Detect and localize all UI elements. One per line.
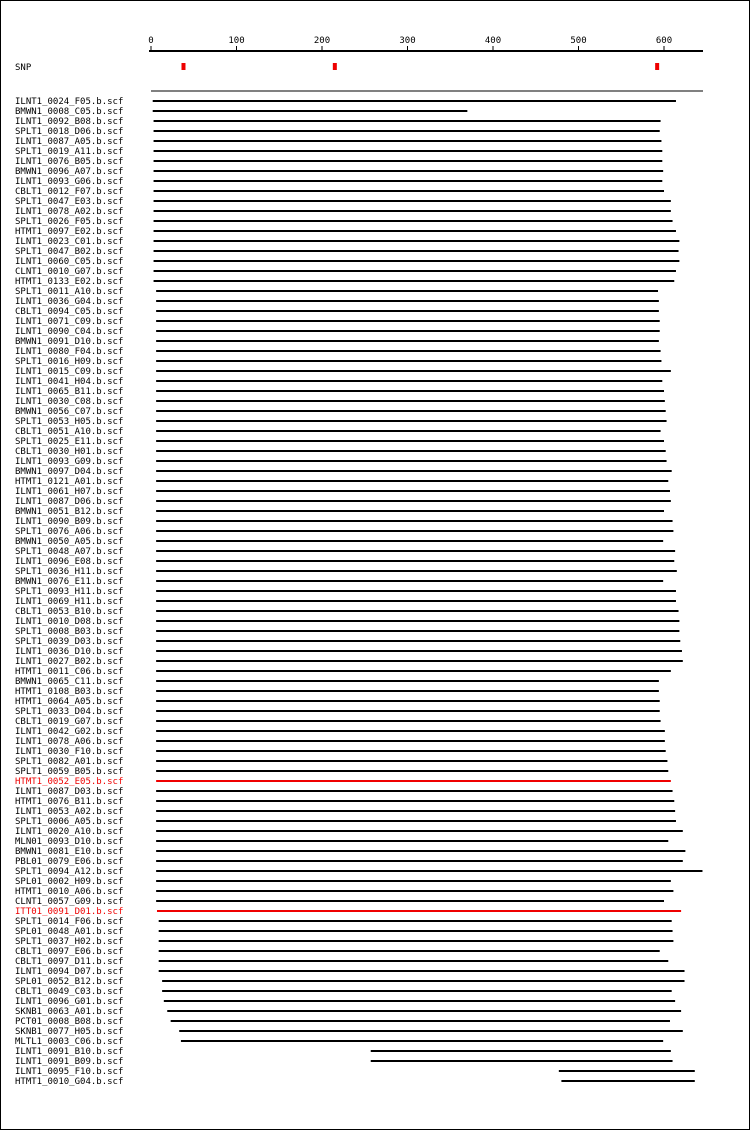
axis-tick-label: 500 xyxy=(570,36,587,46)
read-label: BMWN1_0050_A05.b.scf xyxy=(15,537,124,547)
read-row xyxy=(15,687,659,697)
read-row xyxy=(15,887,673,897)
read-row xyxy=(15,867,702,877)
read-label: SPLT1_0011_A10.b.scf xyxy=(15,287,124,297)
read-label: ILNT1_0080_F04.b.scf xyxy=(15,347,124,357)
read-label: SPL01_0052_B12.b.scf xyxy=(15,977,124,987)
read-label: HTMT1_0097_E02.b.scf xyxy=(15,227,124,237)
read-label: BMWN1_0065_C11.b.scf xyxy=(15,677,124,687)
read-row xyxy=(15,217,673,227)
read-row xyxy=(15,637,680,647)
read-row xyxy=(15,757,667,767)
read-row xyxy=(15,1077,695,1087)
read-label: ITT01_0091_D01.b.scf xyxy=(15,907,124,917)
read-row xyxy=(15,137,661,147)
read-label: CBLT1_0053_B10.b.scf xyxy=(15,607,124,617)
read-row xyxy=(15,497,671,507)
snp-row-label: SNP xyxy=(15,63,32,73)
read-row xyxy=(15,517,673,527)
read-row xyxy=(15,967,685,977)
read-row xyxy=(15,437,664,447)
read-row xyxy=(15,417,667,427)
read-row xyxy=(15,577,663,587)
read-label: ILNT1_0042_G02.b.scf xyxy=(15,727,124,737)
axis-tick-label: 600 xyxy=(655,36,673,46)
read-row xyxy=(15,587,676,597)
read-label: SPLT1_0093_H11.b.scf xyxy=(15,587,124,597)
read-label: PBL01_0079_E06.b.scf xyxy=(15,857,124,867)
read-row xyxy=(15,787,673,797)
read-row xyxy=(15,247,679,257)
read-label: ILNT1_0093_G09.b.scf xyxy=(15,457,124,467)
read-label: SPLT1_0018_D06.b.scf xyxy=(15,127,124,137)
read-label: HTMT1_0052_E05.b.scf xyxy=(15,777,124,787)
read-row xyxy=(15,297,659,307)
read-label: BMWN1_0096_A07.b.scf xyxy=(15,167,124,177)
read-label: SKNB1_0063_A01.b.scf xyxy=(15,1007,124,1017)
axis-tick-label: 0 xyxy=(148,36,154,46)
read-row xyxy=(15,327,660,337)
read-row xyxy=(15,857,683,867)
read-row xyxy=(15,287,658,297)
read-label: HTMT1_0010_G04.b.scf xyxy=(15,1077,124,1087)
read-label: ILNT1_0094_D07.b.scf xyxy=(15,967,124,977)
read-row xyxy=(15,207,671,217)
read-row xyxy=(15,447,666,457)
read-row xyxy=(15,227,676,237)
read-row xyxy=(15,467,672,477)
snp-marker xyxy=(655,63,659,70)
read-label: CBLT1_0049_C03.b.scf xyxy=(15,987,124,997)
read-row xyxy=(15,797,674,807)
read-row xyxy=(15,307,659,317)
read-label: SKNB1_0077_H05.b.scf xyxy=(15,1027,124,1037)
read-label: SPLT1_0014_F06.b.scf xyxy=(15,917,124,927)
read-label: ILNT1_0078_A02.b.scf xyxy=(15,207,124,217)
read-row xyxy=(15,677,659,687)
read-label: CBLT1_0030_H01.b.scf xyxy=(15,447,124,457)
read-row xyxy=(15,607,679,617)
read-label: SPL01_0002_H09.b.scf xyxy=(15,877,124,887)
read-row xyxy=(15,377,662,387)
read-row xyxy=(15,547,675,557)
read-label: ILNT1_0015_C09.b.scf xyxy=(15,367,124,377)
read-label: SPLT1_0082_A01.b.scf xyxy=(15,757,124,767)
read-label: ILNT1_0030_C08.b.scf xyxy=(15,397,124,407)
read-label: BMWN1_0091_D10.b.scf xyxy=(15,337,124,347)
read-row xyxy=(15,97,676,107)
read-label: SPL01_0048_A01.b.scf xyxy=(15,927,124,937)
read-label: CBLT1_0012_F07.b.scf xyxy=(15,187,124,197)
read-label: CBLT1_0097_E06.b.scf xyxy=(15,947,124,957)
read-label: ILNT1_0093_G06.b.scf xyxy=(15,177,124,187)
read-label: CLNT1_0057_G09.b.scf xyxy=(15,897,124,907)
read-alignment-view xyxy=(1,1,750,1131)
read-label: BMWN1_0008_C05.b.scf xyxy=(15,107,124,117)
read-label: HTMT1_0108_B03.b.scf xyxy=(15,687,124,697)
read-row xyxy=(15,877,671,887)
read-row xyxy=(15,107,467,117)
read-row xyxy=(15,917,672,927)
read-row xyxy=(15,597,676,607)
read-row xyxy=(15,117,661,127)
read-label: ILNT1_0027_B02.b.scf xyxy=(15,657,124,667)
read-label: SPLT1_0076_A06.b.scf xyxy=(15,527,124,537)
read-row xyxy=(15,747,666,757)
read-row xyxy=(15,707,660,717)
read-row xyxy=(15,557,674,567)
axis-tick-label: 300 xyxy=(399,36,416,46)
read-row xyxy=(15,847,685,857)
read-row xyxy=(15,507,664,517)
read-label: ILNT1_0061_H07.b.scf xyxy=(15,487,124,497)
read-row xyxy=(15,837,668,847)
read-label: ILNT1_0095_F10.b.scf xyxy=(15,1067,124,1077)
read-row xyxy=(15,427,661,437)
read-label: CBLT1_0094_C05.b.scf xyxy=(15,307,124,317)
read-label: SPLT1_0006_A05.b.scf xyxy=(15,817,124,827)
read-row xyxy=(15,177,662,187)
read-label: ILNT1_0092_B08.b.scf xyxy=(15,117,124,127)
read-row xyxy=(15,127,660,137)
read-row xyxy=(15,827,683,837)
read-label: ILNT1_0091_B10.b.scf xyxy=(15,1047,124,1057)
read-label: HTMT1_0076_B11.b.scf xyxy=(15,797,124,807)
read-label: ILNT1_0096_G01.b.scf xyxy=(15,997,124,1007)
read-label: PCT01_0008_B08.b.scf xyxy=(15,1017,124,1027)
read-row xyxy=(15,167,663,177)
read-label: ILNT1_0020_A10.b.scf xyxy=(15,827,124,837)
read-label: ILNT1_0091_B09.b.scf xyxy=(15,1057,124,1067)
read-label: ILNT1_0087_D03.b.scf xyxy=(15,787,124,797)
read-row xyxy=(15,237,679,247)
read-label: ILNT1_0087_A05.b.scf xyxy=(15,137,124,147)
read-row xyxy=(15,617,679,627)
read-list xyxy=(15,97,702,1087)
read-label: ILNT1_0030_F10.b.scf xyxy=(15,747,124,757)
read-label: SPLT1_0047_B02.b.scf xyxy=(15,247,124,257)
read-row xyxy=(15,357,661,367)
read-label: CBLT1_0097_D11.b.scf xyxy=(15,957,124,967)
read-row xyxy=(15,1047,671,1057)
read-label: BMWN1_0076_E11.b.scf xyxy=(15,577,124,587)
read-row xyxy=(15,477,668,487)
read-row xyxy=(15,397,665,407)
read-row xyxy=(15,187,664,197)
read-label: SPLT1_0008_B03.b.scf xyxy=(15,627,124,637)
read-row xyxy=(15,1027,683,1037)
read-label: CBLT1_0051_A10.b.scf xyxy=(15,427,124,437)
read-row xyxy=(15,997,675,1007)
read-row xyxy=(15,1057,673,1067)
read-label: SPLT1_0037_H02.b.scf xyxy=(15,937,124,947)
read-row xyxy=(15,777,671,787)
read-label: ILNT1_0065_B11.b.scf xyxy=(15,387,124,397)
read-label: ILNT1_0036_D10.b.scf xyxy=(15,647,124,657)
axis-tick-label: 400 xyxy=(484,36,502,46)
read-label: ILNT1_0053_A02.b.scf xyxy=(15,807,124,817)
read-row xyxy=(15,767,668,777)
read-row xyxy=(15,407,666,417)
read-label: MLN01_0093_D10.b.scf xyxy=(15,837,124,847)
read-row xyxy=(15,1017,670,1027)
read-row xyxy=(15,457,667,467)
read-label: HTMT1_0011_C06.b.scf xyxy=(15,667,124,677)
read-label: SPLT1_0033_D04.b.scf xyxy=(15,707,124,717)
read-label: SPLT1_0053_H05.b.scf xyxy=(15,417,124,427)
position-axis xyxy=(148,36,703,51)
read-label: ILNT1_0024_F05.b.scf xyxy=(15,97,124,107)
read-row xyxy=(15,347,661,357)
read-row xyxy=(15,337,659,347)
read-label: HTMT1_0121_A01.b.scf xyxy=(15,477,124,487)
read-row xyxy=(15,717,661,727)
read-label: MLTL1_0003_C06.b.scf xyxy=(15,1037,124,1047)
read-row xyxy=(15,957,668,967)
read-row xyxy=(15,487,670,497)
read-row xyxy=(15,267,676,277)
read-row xyxy=(15,157,662,167)
read-label: ILNT1_0036_G04.b.scf xyxy=(15,297,124,307)
read-label: ILNT1_0078_A06.b.scf xyxy=(15,737,124,747)
read-label: SPLT1_0094_A12.b.scf xyxy=(15,867,124,877)
axis-tick-label: 100 xyxy=(228,36,245,46)
read-label: SPLT1_0047_E03.b.scf xyxy=(15,197,124,207)
read-label: ILNT1_0069_H11.b.scf xyxy=(15,597,124,607)
read-row xyxy=(15,817,676,827)
read-label: HTMT1_0064_A05.b.scf xyxy=(15,697,124,707)
axis-tick-label: 200 xyxy=(313,36,331,46)
read-label: BMWN1_0081_E10.b.scf xyxy=(15,847,124,857)
read-label: ILNT1_0087_D06.b.scf xyxy=(15,497,124,507)
read-label: BMWN1_0051_B12.b.scf xyxy=(15,507,124,517)
read-label: ILNT1_0023_C01.b.scf xyxy=(15,237,124,247)
read-row xyxy=(15,657,683,667)
read-label: ILNT1_0060_C05.b.scf xyxy=(15,257,124,267)
read-label: ILNT1_0041_H04.b.scf xyxy=(15,377,124,387)
read-row xyxy=(15,737,665,747)
read-label: ILNT1_0090_B09.b.scf xyxy=(15,517,124,527)
read-label: SPLT1_0048_A07.b.scf xyxy=(15,547,124,557)
read-row xyxy=(15,147,662,157)
read-row xyxy=(15,367,671,377)
read-label: SPLT1_0019_A11.b.scf xyxy=(15,147,124,157)
read-row xyxy=(15,527,673,537)
read-label: CLNT1_0010_G07.b.scf xyxy=(15,267,124,277)
read-row xyxy=(15,897,664,907)
read-row xyxy=(15,197,671,207)
snp-markers xyxy=(181,63,659,70)
read-row xyxy=(15,947,660,957)
read-label: ILNT1_0010_D08.b.scf xyxy=(15,617,124,627)
read-label: SPLT1_0036_H11.b.scf xyxy=(15,567,124,577)
read-label: SPLT1_0026_F05.b.scf xyxy=(15,217,124,227)
read-row xyxy=(15,987,672,997)
read-label: ILNT1_0071_C09.b.scf xyxy=(15,317,124,327)
read-row xyxy=(15,1037,663,1047)
read-row xyxy=(15,927,673,937)
read-row xyxy=(15,977,685,987)
read-row xyxy=(15,277,674,287)
read-row xyxy=(15,647,682,657)
read-row xyxy=(15,807,675,817)
read-label: SPLT1_0025_E11.b.scf xyxy=(15,437,124,447)
read-row xyxy=(15,937,673,947)
read-row xyxy=(15,667,671,677)
read-label: SPLT1_0059_B05.b.scf xyxy=(15,767,124,777)
snp-marker xyxy=(333,63,337,70)
read-row xyxy=(15,537,663,547)
read-label: ILNT1_0090_C04.b.scf xyxy=(15,327,124,337)
read-row xyxy=(15,1067,695,1077)
read-label: SPLT1_0016_H09.b.scf xyxy=(15,357,124,367)
read-row xyxy=(15,387,664,397)
read-row xyxy=(15,907,681,917)
read-label: BMWN1_0056_C07.b.scf xyxy=(15,407,124,417)
read-row xyxy=(15,697,660,707)
read-label: ILNT1_0096_E08.b.scf xyxy=(15,557,124,567)
read-row xyxy=(15,317,660,327)
read-label: BMWN1_0097_D04.b.scf xyxy=(15,467,124,477)
read-label: HTMT1_0133_E02.b.scf xyxy=(15,277,124,287)
read-label: HTMT1_0010_A06.b.scf xyxy=(15,887,124,897)
read-row xyxy=(15,727,665,737)
read-label: ILNT1_0076_B05.b.scf xyxy=(15,157,124,167)
read-label: CBLT1_0019_G07.b.scf xyxy=(15,717,124,727)
read-row xyxy=(15,627,679,637)
snp-marker xyxy=(181,63,185,70)
read-row xyxy=(15,1007,681,1017)
read-row xyxy=(15,257,679,267)
read-label: SPLT1_0039_D03.b.scf xyxy=(15,637,124,647)
read-row xyxy=(15,567,677,577)
